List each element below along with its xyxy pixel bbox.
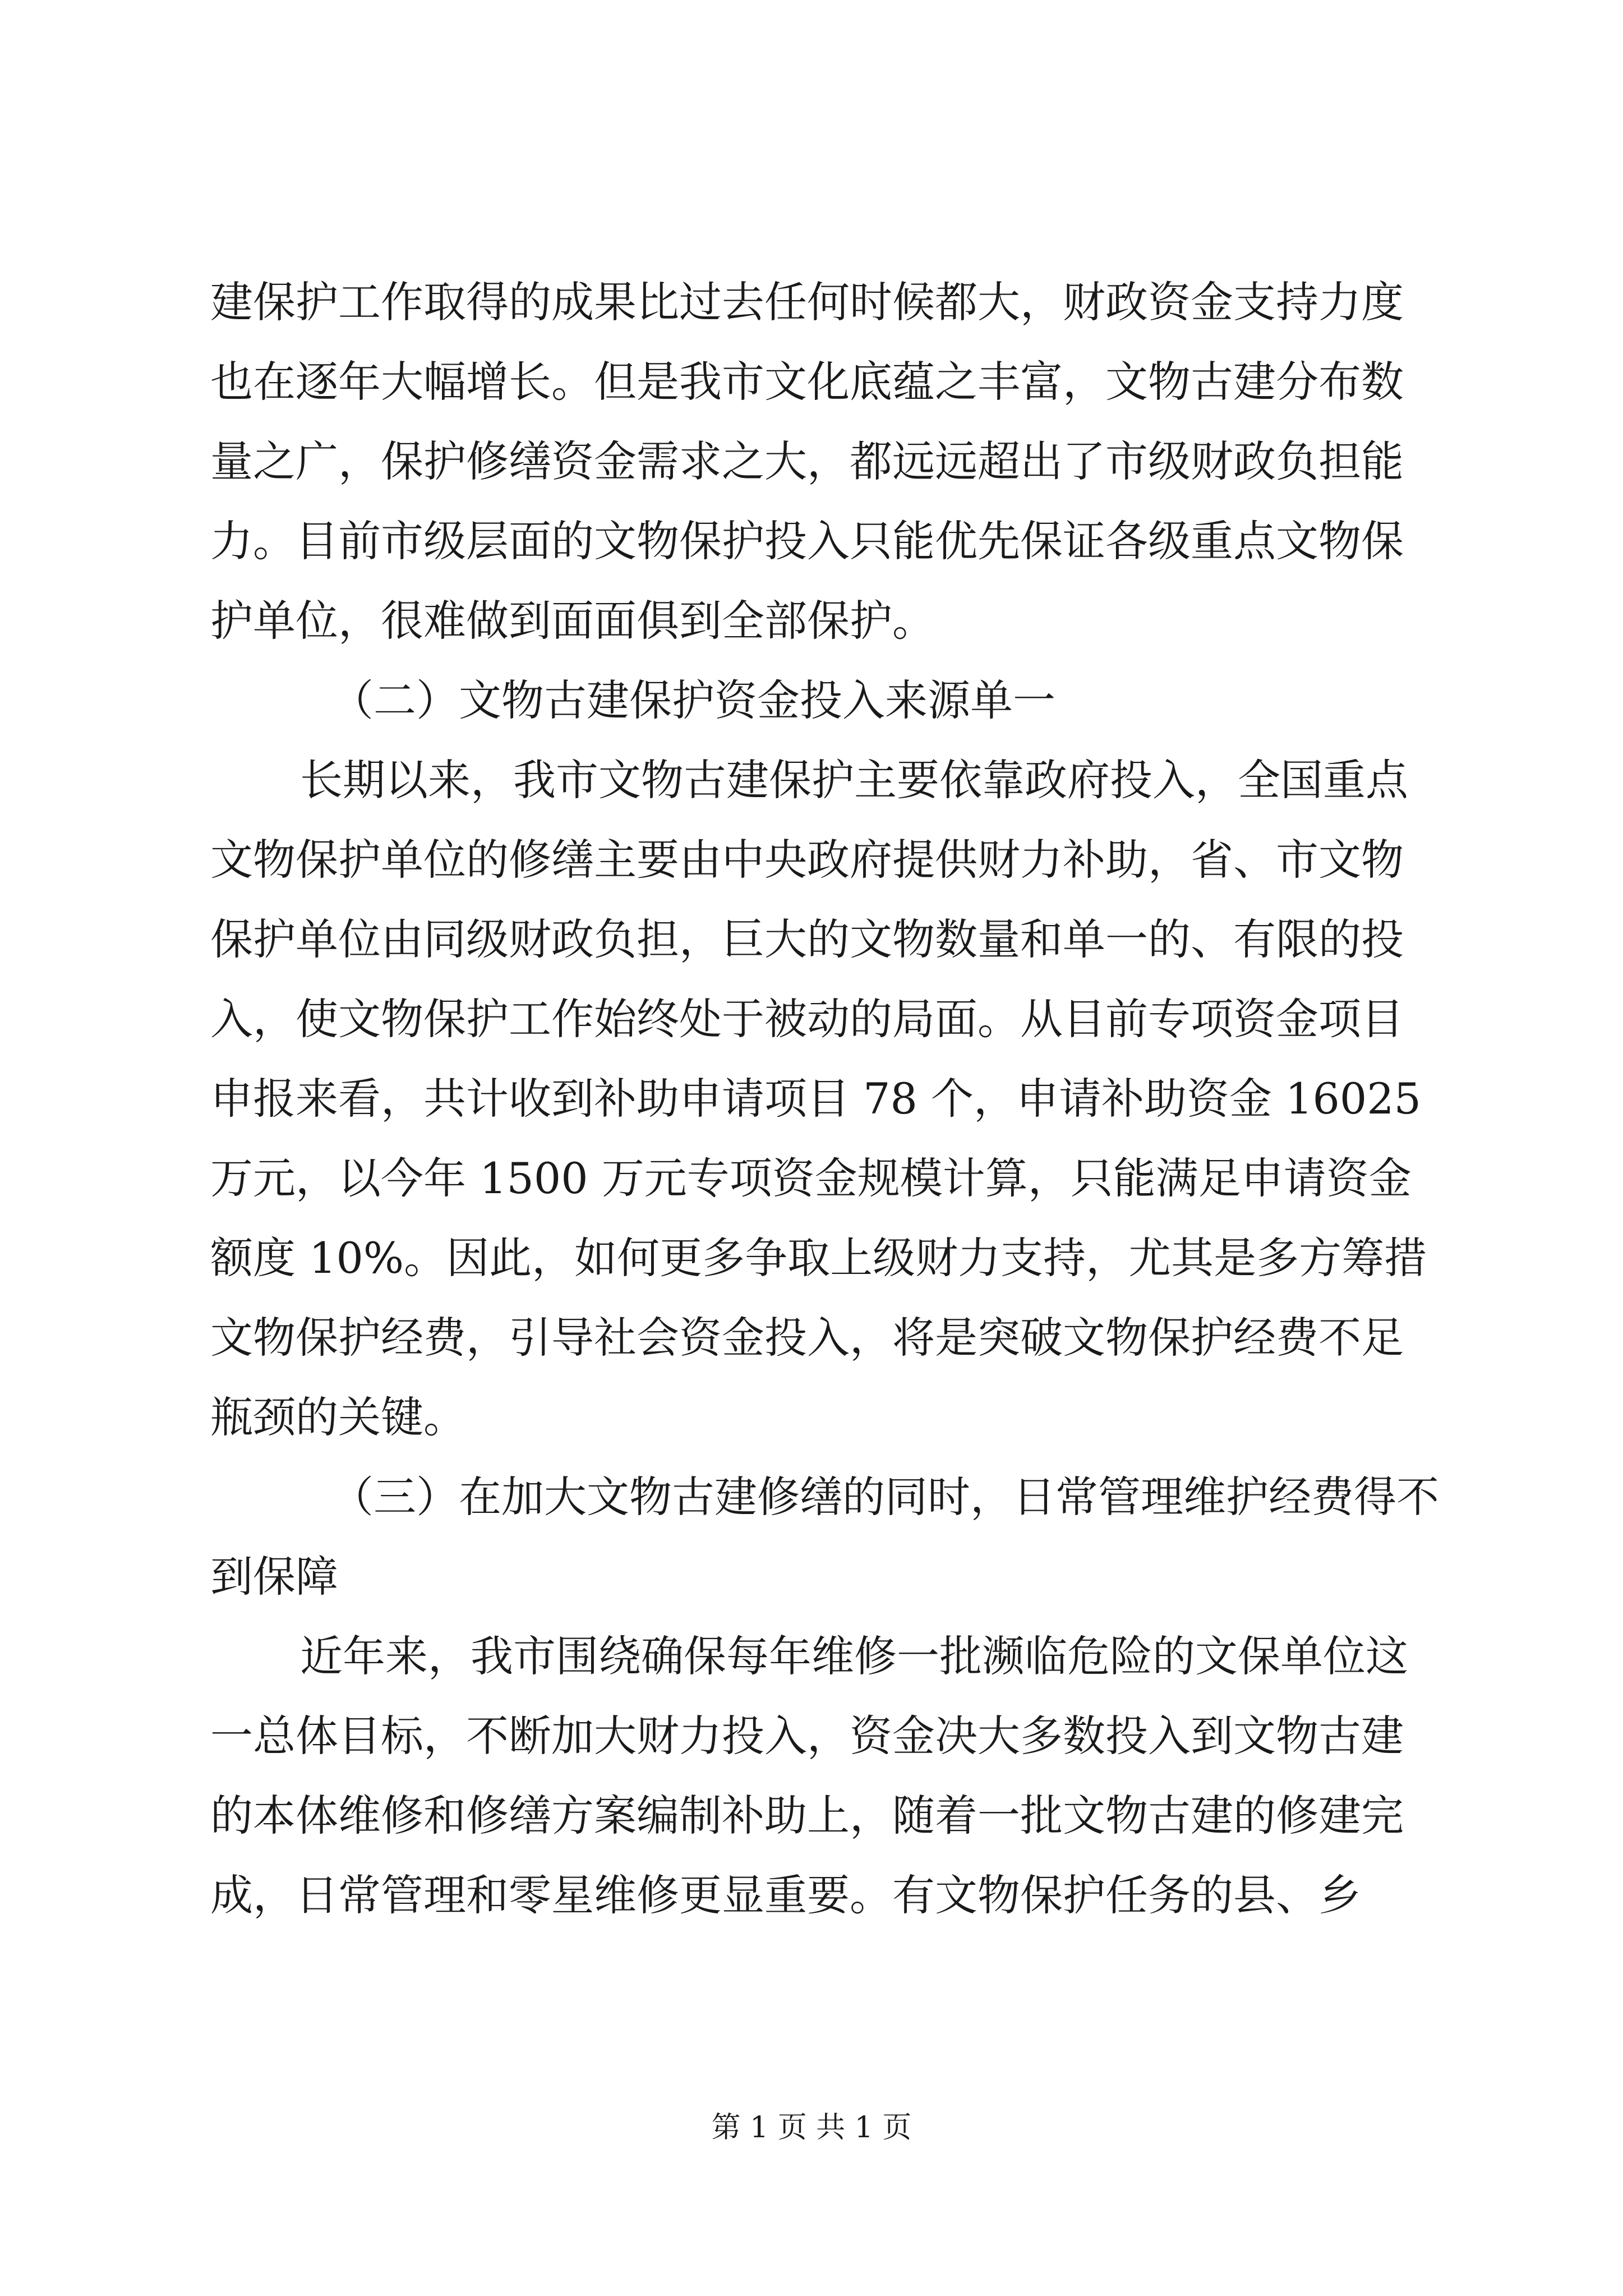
text-line: 一总体目标，不断加大财力投入，资金决大多数投入到文物古建: [210, 1711, 1404, 1761]
text-line: 成，日常管理和零星维修更显重要。有文物保护任务的县、乡: [210, 1870, 1361, 1920]
heading-line: （三）在加大文物古建修缮的同时，日常管理维护经费得不: [331, 1472, 1439, 1522]
text-line: 也在逐年大幅增长。但是我市文化底蕴之丰富，文物古建分布数: [210, 357, 1404, 407]
text-line: 力。目前市级层面的文物保护投入只能优先保证各级重点文物保: [210, 516, 1404, 566]
section-heading: [210, 1457, 1439, 1617]
text-line: 保护单位由同级财政负担，巨大的文物数量和单一的、有限的投: [210, 914, 1404, 964]
text-line: 近年来，我市围绕确保每年维修一批濒临危险的文保单位这: [300, 1631, 1408, 1681]
document-body: [210, 263, 1439, 1935]
paragraph: [210, 263, 1416, 661]
section-heading: [210, 661, 1416, 740]
text-line: 瓶颈的关键。: [210, 1392, 466, 1442]
heading-line: （二）文物古建保护资金投入来源单一: [331, 675, 1055, 725]
text-line: 长期以来，我市文物古建保护主要依靠政府投入，全国重点: [300, 755, 1408, 805]
text-line: 文物保护经费，引导社会资金投入，将是突破文物保护经费不足: [210, 1313, 1404, 1363]
text-line: 量之广，保护修缮资金需求之大，都远远超出了市级财政负担能: [210, 436, 1404, 486]
text-line: 文物保护单位的修缮主要由中央政府提供财力补助，省、市文物: [210, 835, 1404, 885]
heading-line: 到保障: [210, 1552, 338, 1602]
text-line: 入，使文物保护工作始终处于被动的局面。从目前专项资金项目: [210, 994, 1404, 1044]
text-line: 的本体维修和修缮方案编制补助上，随着一批文物古建的修建完: [210, 1791, 1404, 1841]
page-number: 第 1 页 共 1 页: [711, 2111, 912, 2145]
paragraph: [210, 740, 1427, 1457]
paragraph: [210, 1617, 1416, 1935]
text-line: 申报来看，共计收到补助申请项目 78 个，申请补助资金 16025: [210, 1074, 1421, 1124]
text-line: 额度 10%。因此，如何更多争取上级财力支持，尤其是多方筹措: [210, 1233, 1427, 1283]
page-footer: [0, 2108, 1623, 2147]
text-line: 建保护工作取得的成果比过去任何时候都大，财政资金支持力度: [210, 277, 1404, 327]
text-line: 万元，以今年 1500 万元专项资金规模计算，只能满足申请资金: [210, 1153, 1412, 1203]
text-line: 护单位，很难做到面面俱到全部保护。: [210, 596, 935, 646]
